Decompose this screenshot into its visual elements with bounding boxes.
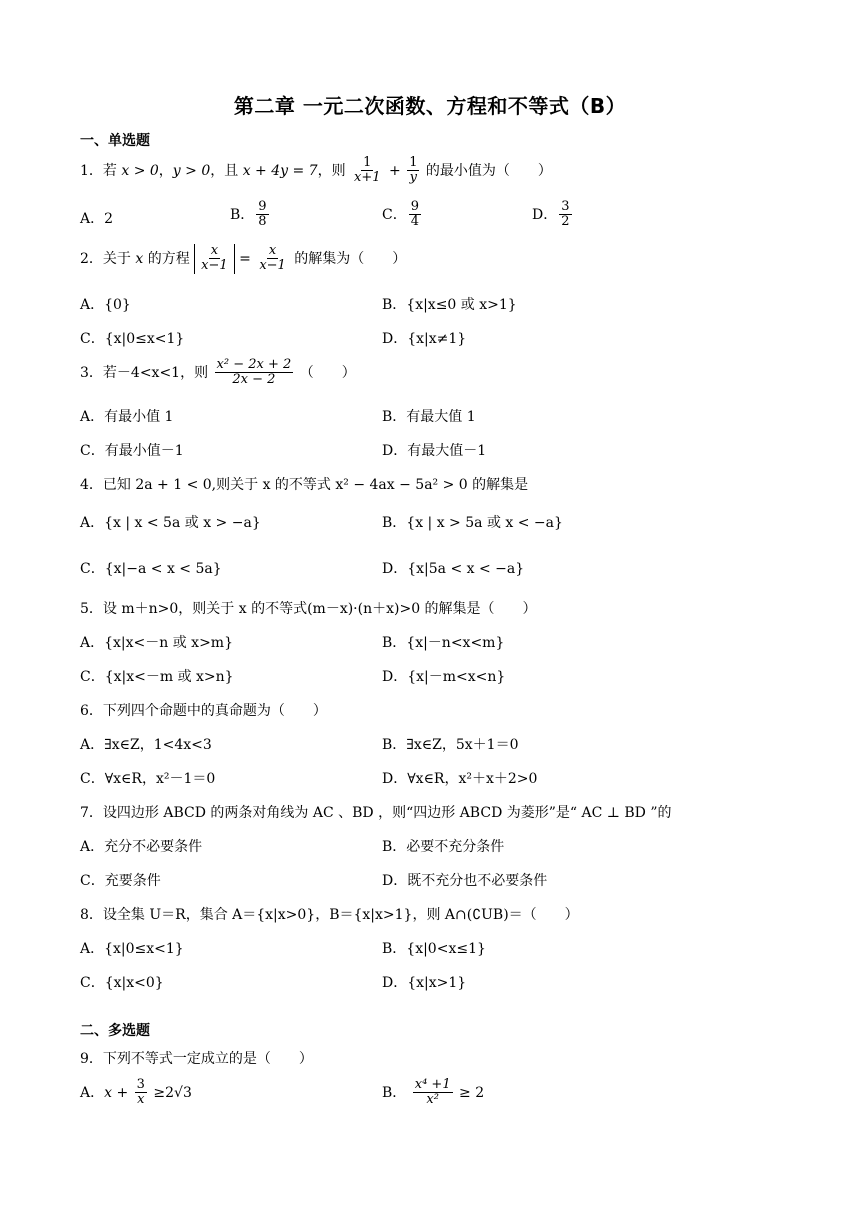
option-b: B．{x|－n<x<m} [382, 635, 505, 651]
question-3: 3．若－4<x<1，则 $\frac{\text{x² − 2x + 2}}{2x - 2}$ （ ） [80, 357, 356, 388]
option-a: A．x + $\frac{3}{x}$ ≥2√3 [80, 1077, 192, 1108]
option-b: B． $\frac{9}{8}$ [230, 199, 267, 230]
question-5: 5．设 m＋n>0，则关于 x 的不等式(m－x)·(n＋x)>0 的解集是（ ） [80, 601, 537, 617]
option-a: A．{0} [80, 297, 131, 313]
option-d: D．{x|5a < x < −a} [382, 561, 525, 577]
option-a: A．{x|0≤x<1} [80, 941, 184, 957]
option-b: B．有最大值 1 [382, 409, 476, 425]
question-6: 6．下列四个命题中的真命题为（ ） [80, 703, 327, 719]
fraction: $\frac{1}{x+1}$ [354, 155, 381, 186]
question-9: 9．下列不等式一定成立的是（ ） [80, 1051, 313, 1067]
option-c: C． $\frac{9}{4}$ [382, 199, 419, 230]
option-a: A．充分不必要条件 [80, 839, 203, 855]
option-d: D．{x|－m<x<n} [382, 669, 506, 685]
option-b: B．{x|x≤0 或 x>1} [382, 297, 517, 313]
question-7: 7．设四边形 ABCD 的两条对角线为 AC 、BD ，则“四边形 ABCD 为菱形”是“ AC ⊥ BD ”的 [80, 805, 672, 821]
question-2: 2．关于 x 的方程 $\frac{x}{x-1}$ = $\frac{x}{x-1}$ 的解集为（ ） [80, 243, 407, 274]
absolute-value: $\frac{x}{x-1}$ [194, 244, 235, 274]
question-4: 4．已知 2a + 1 < 0,则关于 x 的不等式 x² − 4ax − 5a² > 0 的解集是 [80, 477, 529, 493]
option-a: A．2 [80, 211, 114, 227]
option-d: D．既不充分也不必要条件 [382, 873, 548, 889]
option-d: D．有最大值－1 [382, 443, 487, 459]
option-b: B．{x | x > 5a 或 x < −a} [382, 515, 563, 531]
option-c: C．{x|x<0} [80, 975, 164, 991]
option-d: D． $\frac{3}{2}$ [532, 199, 570, 230]
question-1: 1．若 x > 0，y > 0，且 x + 4y = 7，则 $\frac{1}{x+1}$ + $\frac{1}{y}$ 的最小值为（ ） [80, 155, 552, 186]
page-title: 第二章 一元二次函数、方程和不等式（B） [233, 94, 627, 118]
option-a: A．∃x∈Z，1<4x<3 [80, 737, 212, 753]
section-multiple-choice: 二、多选题 [80, 1023, 150, 1039]
option-c: C．充要条件 [80, 873, 161, 889]
fraction: $\frac{1}{y}$ [409, 155, 418, 186]
option-d: D．{x|x≠1} [382, 331, 467, 347]
option-b: B．必要不充分条件 [382, 839, 505, 855]
option-c: C．{x|0≤x<1} [80, 331, 185, 347]
option-c: C．有最小值－1 [80, 443, 184, 459]
option-c: C．{x|−a < x < 5a} [80, 561, 222, 577]
question-8: 8．设全集 U＝R，集合 A＝{x|x>0}，B＝{x|x>1}，则 A∩(∁UB)＝（ ） [80, 907, 579, 923]
option-d: D．{x|x>1} [382, 975, 467, 991]
option-c: C．{x|x<－m 或 x>n} [80, 669, 234, 685]
option-a: A．有最小值 1 [80, 409, 174, 425]
option-c: C．∀x∈R，x²－1＝0 [80, 771, 216, 787]
option-a: A．{x|x<－n 或 x>m} [80, 635, 233, 651]
option-b: B．∃x∈Z，5x＋1＝0 [382, 737, 519, 753]
section-single-choice: 一、单选题 [80, 133, 150, 149]
option-d: D．∀x∈R，x²＋x＋2>0 [382, 771, 538, 787]
option-b: B． $\frac{\text{x⁴ +1}}{\text{x²}}$ ≥ 2 [382, 1077, 485, 1108]
option-a: A．{x | x < 5a 或 x > −a} [80, 515, 261, 531]
option-b: B．{x|0<x≤1} [382, 941, 486, 957]
